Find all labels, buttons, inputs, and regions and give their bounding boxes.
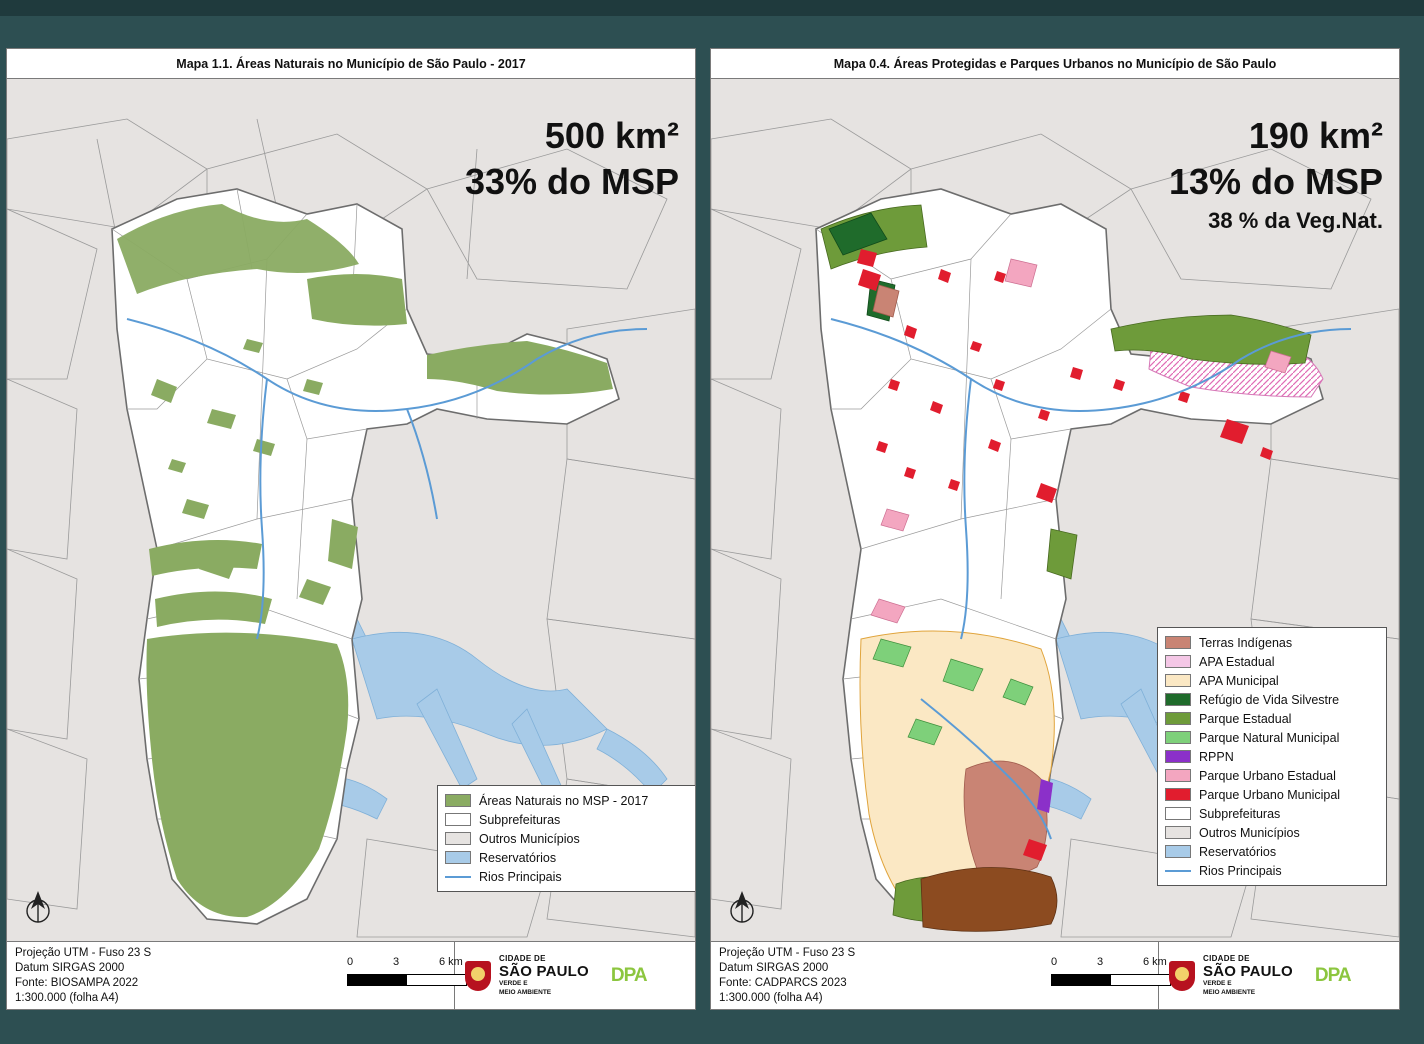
- logo-line-2: SÃO PAULO: [1203, 962, 1293, 980]
- legend-item: [1165, 671, 1379, 690]
- right-footer-logo: [1158, 942, 1399, 1010]
- right-callout-vegetation: 38 % da Veg.Nat.: [1208, 208, 1383, 233]
- logo-line-4: MEIO AMBIENTE: [1203, 989, 1256, 997]
- legend-label: Terras Indígenas: [1199, 635, 1293, 650]
- left-map-legend: [437, 785, 695, 892]
- dpa-logo: DPA: [610, 965, 647, 986]
- legend-label: Reservatórios: [1199, 844, 1277, 859]
- city-coat-of-arms-icon: [465, 961, 491, 991]
- logo-line-1: CIDADE DE: [1203, 954, 1250, 964]
- legend-swatch-reservatorios: [445, 851, 471, 864]
- right-scalebar: [989, 942, 1167, 1010]
- legend-swatch-parque-natural-municipal: [1165, 731, 1191, 744]
- left-scale: 1:300.000 (folha A4): [15, 992, 119, 1004]
- logo-line-2: SÃO PAULO: [499, 962, 589, 980]
- legend-item: [1165, 785, 1379, 804]
- legend-item: [1165, 728, 1379, 747]
- left-footer-logo: [454, 942, 695, 1010]
- legend-label: Outros Municípios: [1199, 825, 1300, 840]
- right-map-canvas[interactable]: [711, 79, 1399, 942]
- right-callout-area: 190 km²: [1248, 115, 1383, 156]
- legend-item: [1165, 842, 1379, 861]
- legend-item: [1165, 861, 1379, 880]
- north-arrow-icon: [21, 887, 55, 927]
- legend-item: [1165, 633, 1379, 652]
- legend-swatch-apa-municipal: [1165, 674, 1191, 687]
- legend-label: Outros Municípios: [479, 831, 580, 846]
- top-background-bar: [0, 0, 1424, 16]
- legend-swatch-rios-principais: [1165, 864, 1191, 877]
- legend-label: Subprefeituras: [1199, 806, 1281, 821]
- left-footer-text: [7, 942, 285, 1010]
- legend-swatch-outros-municipios: [1165, 826, 1191, 839]
- left-source: Fonte: BIOSAMPA 2022: [15, 977, 139, 989]
- legend-swatch-rios-principais: [445, 870, 471, 883]
- city-logo-text: [1203, 955, 1293, 997]
- right-scale: 1:300.000 (folha A4): [719, 992, 823, 1004]
- dpa-logo: DPA: [1314, 965, 1351, 986]
- city-logo-text: [499, 955, 589, 997]
- left-map-footer: [7, 942, 695, 1010]
- map-panel-left: [6, 48, 696, 1010]
- right-footer-text: [711, 942, 989, 1010]
- legend-swatch-areas-naturais: [445, 794, 471, 807]
- right-projection: Projeção UTM - Fuso 23 S: [719, 947, 856, 959]
- right-map-title: Mapa 0.4. Áreas Protegidas e Parques Urbanos no Município de São Paulo: [711, 49, 1399, 79]
- legend-item: [1165, 747, 1379, 766]
- legend-label: APA Estadual: [1199, 654, 1275, 669]
- right-datum: Datum SIRGAS 2000: [719, 962, 829, 974]
- scalebar-graphic: [347, 974, 467, 986]
- legend-item: [1165, 804, 1379, 823]
- legend-label: Refúgio de Vida Silvestre: [1199, 692, 1340, 707]
- city-coat-of-arms-icon: [1169, 961, 1195, 991]
- north-arrow-icon: [725, 887, 759, 927]
- legend-label: Rios Principais: [1199, 863, 1282, 878]
- left-projection: Projeção UTM - Fuso 23 S: [15, 947, 152, 959]
- legend-label: Reservatórios: [479, 850, 557, 865]
- right-map-footer: [711, 942, 1399, 1010]
- scalebar-tick-3: 3: [393, 956, 400, 968]
- legend-swatch-terras-indigenas: [1165, 636, 1191, 649]
- legend-item: [445, 829, 689, 848]
- logo-line-1: CIDADE DE: [499, 954, 546, 964]
- logo-line-4: MEIO AMBIENTE: [499, 989, 552, 997]
- left-datum: Datum SIRGAS 2000: [15, 962, 125, 974]
- legend-item: [1165, 690, 1379, 709]
- legend-swatch-subprefeituras: [1165, 807, 1191, 820]
- left-map-title: Mapa 1.1. Áreas Naturais no Município de São Paulo - 2017: [7, 49, 695, 79]
- legend-label: Parque Urbano Estadual: [1199, 768, 1336, 783]
- legend-swatch-refugio-vida-silvestre: [1165, 693, 1191, 706]
- right-map-legend: [1157, 627, 1387, 886]
- legend-label: Parque Natural Municipal: [1199, 730, 1340, 745]
- legend-swatch-rppn: [1165, 750, 1191, 763]
- legend-item: [1165, 652, 1379, 671]
- legend-item: [445, 848, 689, 867]
- logo-line-3: VERDE E: [499, 980, 528, 988]
- legend-item: [445, 867, 689, 886]
- legend-swatch-parque-urbano-municipal: [1165, 788, 1191, 801]
- left-callout-area: 500 km²: [544, 115, 679, 156]
- legend-item: [1165, 823, 1379, 842]
- legend-label: Subprefeituras: [479, 812, 561, 827]
- map-panel-right: [710, 48, 1400, 1010]
- legend-label: Áreas Naturais no MSP - 2017: [479, 793, 649, 808]
- left-map-canvas[interactable]: [7, 79, 695, 942]
- right-callout-percent: 13% do MSP: [1168, 161, 1383, 202]
- legend-label: Parque Estadual: [1199, 711, 1292, 726]
- scalebar-graphic: [1051, 974, 1171, 986]
- legend-swatch-subprefeituras: [445, 813, 471, 826]
- scalebar-tick-6: 6 km: [439, 956, 463, 968]
- legend-label: RPPN: [1199, 749, 1234, 764]
- legend-item: [445, 810, 689, 829]
- right-source: Fonte: CADPARCS 2023: [719, 977, 847, 989]
- legend-swatch-outros-municipios: [445, 832, 471, 845]
- logo-line-3: VERDE E: [1203, 980, 1232, 988]
- legend-label: Parque Urbano Municipal: [1199, 787, 1341, 802]
- left-scalebar: [285, 942, 463, 1010]
- legend-item: [1165, 709, 1379, 728]
- legend-item: [445, 791, 689, 810]
- legend-item: [1165, 766, 1379, 785]
- legend-swatch-parque-urbano-estadual: [1165, 769, 1191, 782]
- legend-label: Rios Principais: [479, 869, 562, 884]
- legend-swatch-parque-estadual: [1165, 712, 1191, 725]
- legend-swatch-apa-estadual: [1165, 655, 1191, 668]
- scalebar-tick-3: 3: [1097, 956, 1104, 968]
- scalebar-tick-6: 6 km: [1143, 956, 1167, 968]
- legend-swatch-reservatorios: [1165, 845, 1191, 858]
- scalebar-tick-0: 0: [1051, 956, 1058, 968]
- legend-label: APA Municipal: [1199, 673, 1279, 688]
- scalebar-tick-0: 0: [347, 956, 354, 968]
- left-callout-percent: 33% do MSP: [464, 161, 679, 202]
